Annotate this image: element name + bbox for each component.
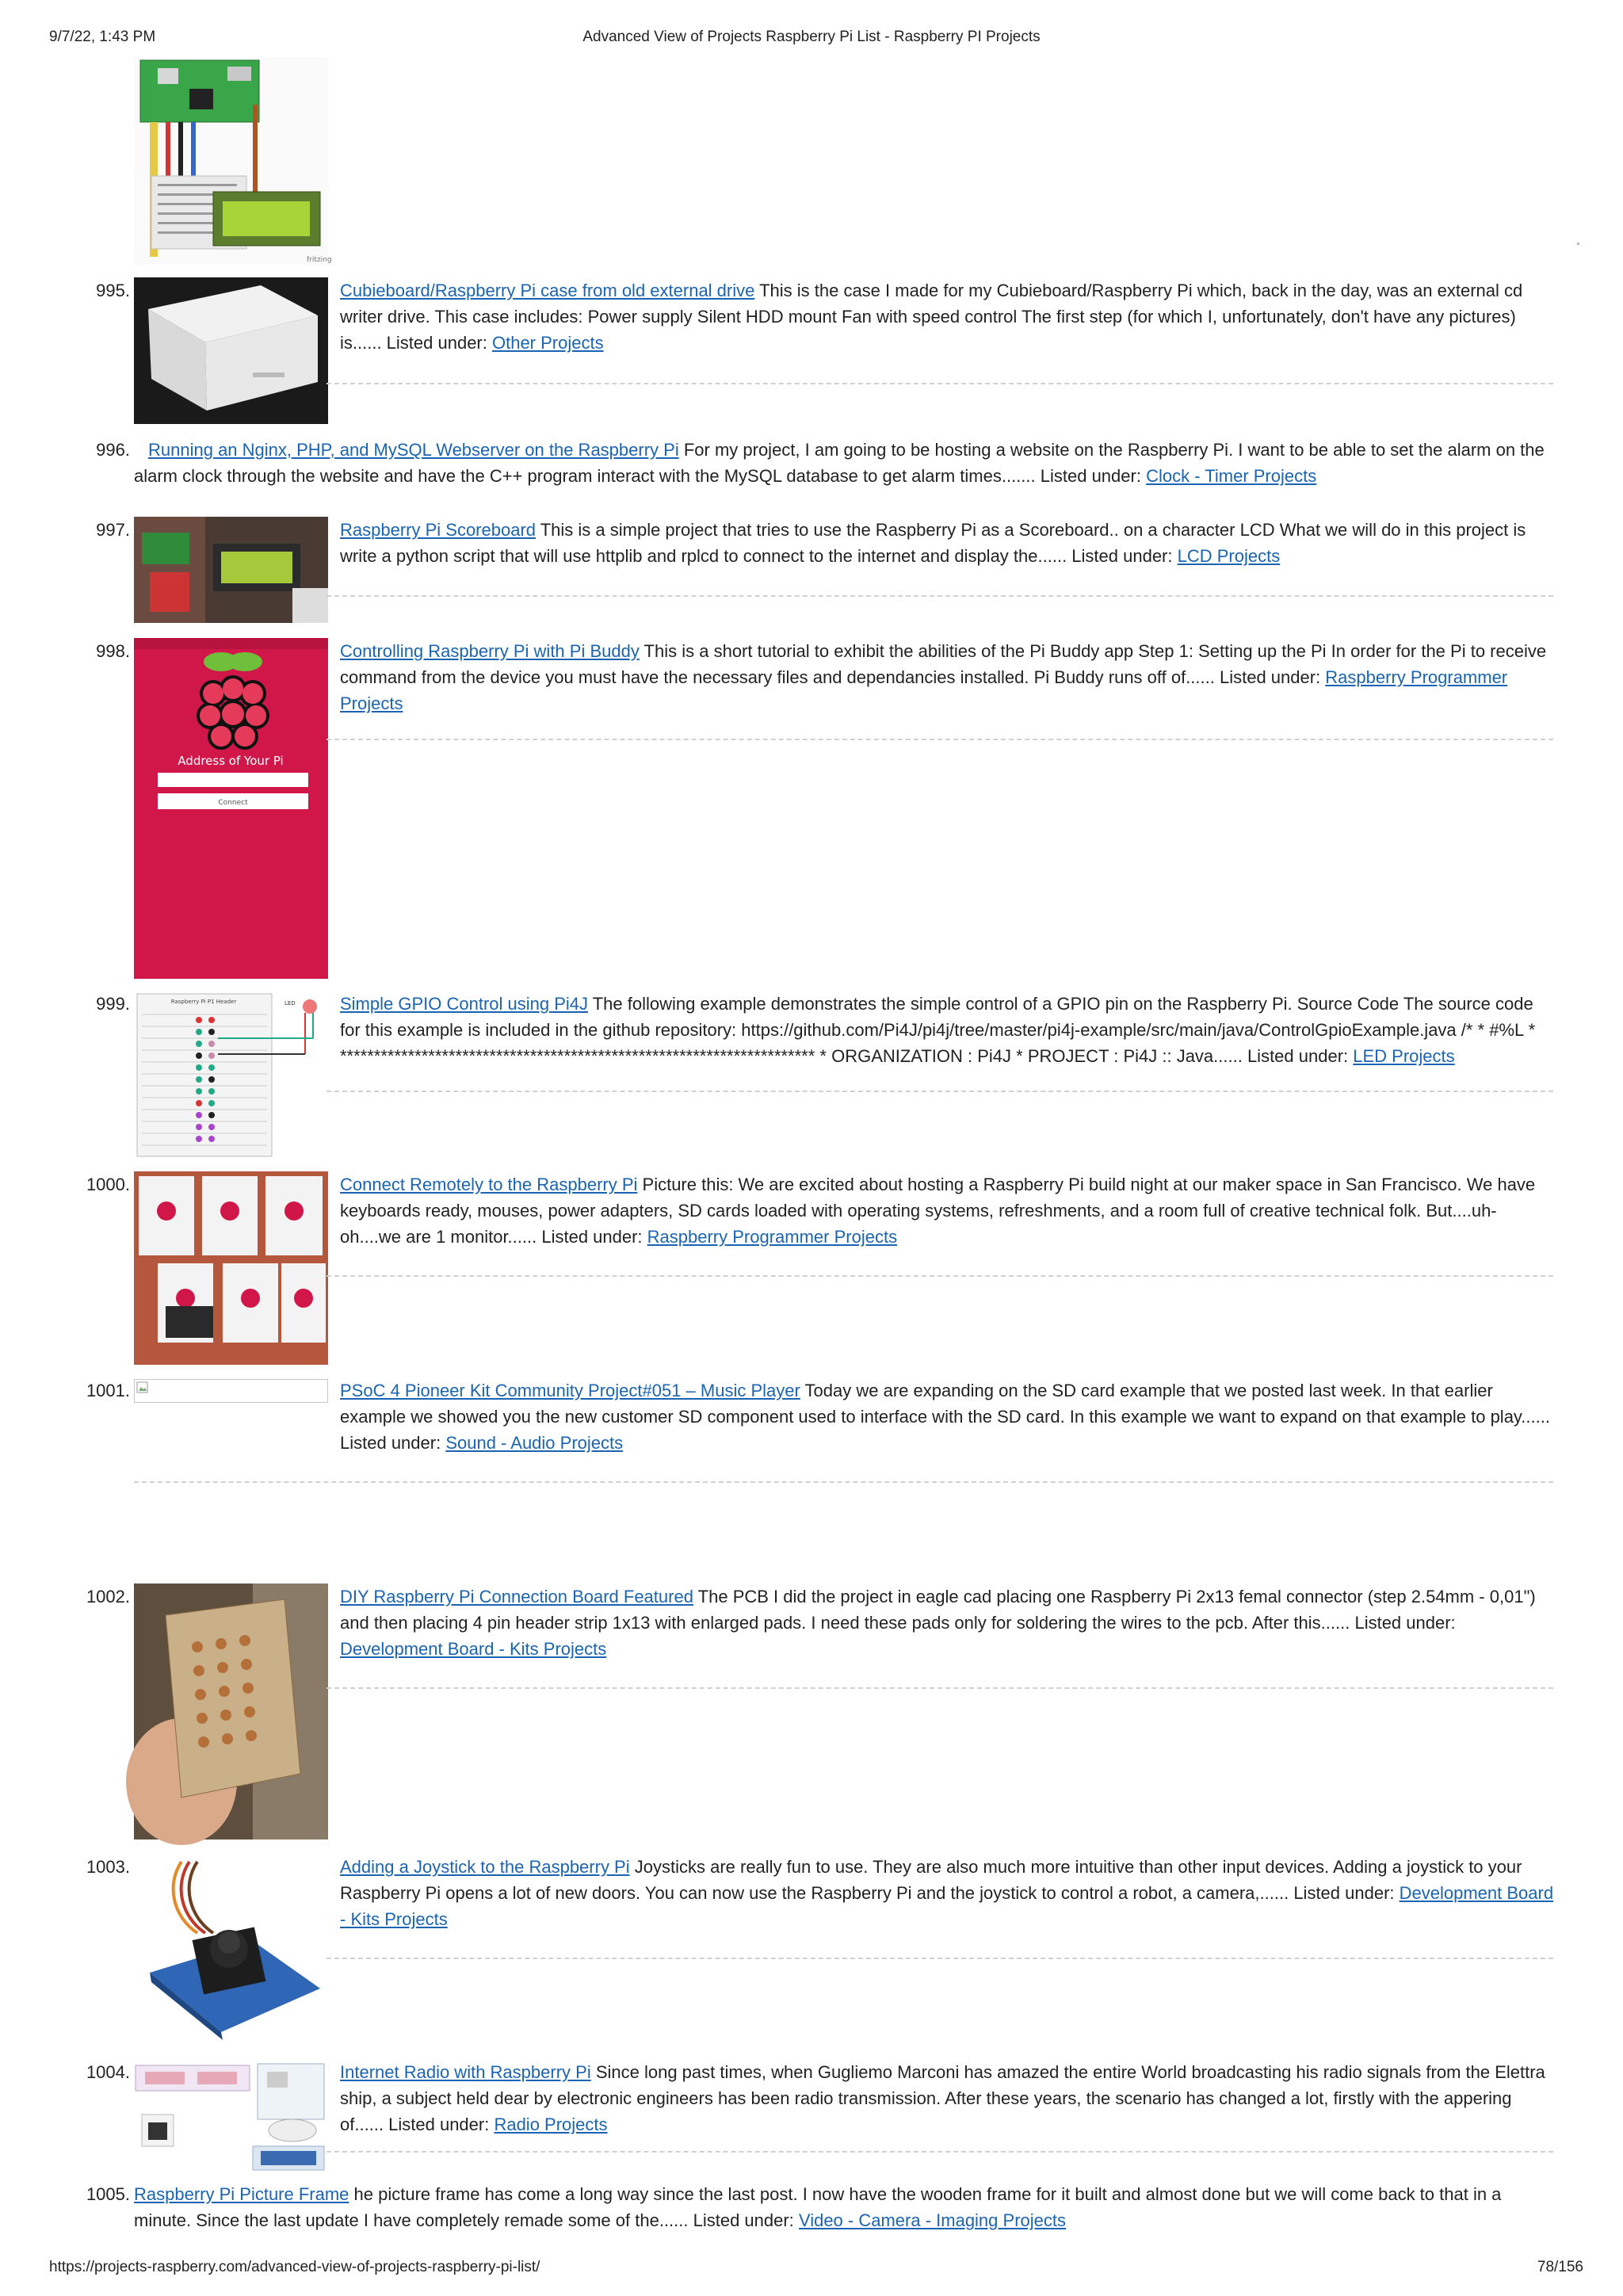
entry-text xyxy=(340,638,1554,716)
thumb-diy-pcb-board xyxy=(134,1584,328,1839)
decorative-dot xyxy=(1577,243,1579,245)
entry-title-link[interactable]: Running an Nginx, PHP, and MySQL Webserver on the Raspberry Pi xyxy=(148,440,679,460)
entry-description: Since long past times, when Gugliemo Marconi has amazed the entire World broadcasting his radio signals from the Elettra ship, a subject held dear by electronic engineers has been radio transmission. After these years, the scenario has changed a lot, firstly with the appering of...... Listed under: xyxy=(340,2062,1545,2134)
thumb-raspberry-pi-boxes xyxy=(134,1171,328,1365)
entry-title-link[interactable]: Controlling Raspberry Pi with Pi Buddy xyxy=(340,641,640,661)
gpio-header-title: Raspberry Pi P1 Header xyxy=(170,999,237,1005)
entry-text xyxy=(340,991,1554,1069)
entry-title-link[interactable]: Raspberry Pi Scoreboard xyxy=(340,520,537,540)
entry-number: 1005. xyxy=(86,2184,130,2204)
category-link[interactable]: Development Board - Kits Projects xyxy=(340,1883,1554,1929)
broken-image-icon xyxy=(136,1381,149,1394)
entry-description: This is a short tutorial to exhibit the abilities of the Pi Buddy app Step 1: Setting up the Pi In order for the Pi to receive command from the device you must have the necessary files and dependancies installed. Pi Buddy runs off of...... Listed under: xyxy=(340,641,1547,687)
entry-number: 1000. xyxy=(86,1175,130,1194)
category-link[interactable]: Raspberry Programmer Projects xyxy=(647,1227,898,1247)
divider xyxy=(327,1275,1553,1277)
divider xyxy=(134,1481,1553,1483)
thumb-lcd-wiring-diagram xyxy=(134,57,332,265)
divider xyxy=(327,595,1553,597)
divider xyxy=(327,2151,1553,2153)
entry-text xyxy=(340,1171,1554,1250)
entry-title-link[interactable]: DIY Raspberry Pi Connection Board Featured xyxy=(340,1587,693,1606)
category-link[interactable]: LCD Projects xyxy=(1177,546,1281,566)
address-label: Address of Your Pi xyxy=(178,754,284,768)
entry-description: This is the case I made for my Cubieboard/Raspberry Pi which, back in the day, was an external cd writer drive. This case includes: Power supply Silent HDD mount Fan with speed control The first step (for which I, unfortunately, don't have any pictures) is...... Listed under: xyxy=(340,281,1523,353)
entry-number: 1002. xyxy=(86,1587,130,1606)
entry-title-link[interactable]: Internet Radio with Raspberry Pi xyxy=(340,2062,591,2082)
address-input xyxy=(158,773,308,787)
entry-number: 1001. xyxy=(86,1381,130,1400)
thumb-broken-image xyxy=(134,1379,328,1403)
entry-title-link[interactable]: PSoC 4 Pioneer Kit Community Project#051 – Music Player xyxy=(340,1381,800,1400)
entry-description: Picture this: We are excited about hosting a Raspberry Pi build night at our maker space in San Francisco. We have keyboards ready, mouses, power adapters, SD cards loaded with operating systems, refreshments, and a room full of creative technical folk. But....uh-oh....we are 1 monitor...... Listed under: xyxy=(340,1175,1536,1247)
category-link[interactable]: Video - Camera - Imaging Projects xyxy=(798,2210,1066,2230)
entry-text xyxy=(340,1377,1554,1456)
category-link[interactable]: LED Projects xyxy=(1353,1046,1455,1066)
category-link[interactable]: Radio Projects xyxy=(494,2115,608,2134)
entry-number: 995. xyxy=(96,281,130,300)
entry-description: This is a simple project that tries to use the Raspberry Pi as a Scoreboard.. on a character LCD What we will do in this project is write a python script that will use httplib and rplcd to connect to the internet and display the...... Listed under: xyxy=(340,520,1526,566)
divider xyxy=(327,1958,1553,1959)
entry-number: 998. xyxy=(96,641,130,661)
category-link[interactable]: Clock - Timer Projects xyxy=(1146,466,1317,486)
category-link[interactable]: Other Projects xyxy=(491,333,604,353)
entry-title-link[interactable]: Raspberry Pi Picture Frame xyxy=(134,2184,349,2204)
entry-text xyxy=(134,437,1554,489)
entry-description: Joysticks are really fun to use. They are also much more intuitive than other input devices. Adding a joystick to your Raspberry Pi opens a lot of new doors. You can now use the Raspberry Pi and the joystick to control a robot, a camera,...... Listed under: xyxy=(340,1857,1522,1903)
entry-description: Today we are expanding on the SD card example that we posted last week. In that earlier example we showed you the new customer SD component used to interface with the SD card. In this example we want to expand on that example to play...... Listed under: xyxy=(340,1381,1550,1453)
entry-title-link[interactable]: Cubieboard/Raspberry Pi case from old external drive xyxy=(340,281,755,300)
entry-text xyxy=(340,517,1554,569)
entry-number: 1004. xyxy=(86,2062,130,2082)
entry-number: 999. xyxy=(96,994,130,1014)
thumb-gpio-header-diagram xyxy=(134,991,328,1161)
category-link[interactable]: Sound - Audio Projects xyxy=(445,1433,624,1453)
entry-number: 996. xyxy=(96,440,130,460)
entry-text xyxy=(340,1584,1554,1662)
entry-text xyxy=(134,2181,1554,2233)
entry-description: For my project, I am going to be hosting a website on the Raspberry Pi. I want to be able to set the alarm on the alarm clock through the website and have the C++ program interact with the MySQL database to get alarm times....... Listed under: xyxy=(134,440,1545,486)
page-url: https://projects-raspberry.com/advanced-view-of-projects-raspberry-pi-list/ xyxy=(49,2259,540,2275)
entry-description: he picture frame has come a long way since the last post. I now have the wooden frame for it built and almost done but we will come back to that in a minute. Since the last update I have completely remade some of the...... Listed under: xyxy=(134,2184,1502,2230)
category-link[interactable]: Raspberry Programmer Projects xyxy=(340,667,1508,713)
entry-number: 1003. xyxy=(86,1857,130,1877)
print-datetime: 9/7/22, 1:43 PM xyxy=(49,29,156,45)
connect-button-label: Connect xyxy=(218,799,248,807)
fritzing-label: fritzing xyxy=(307,256,332,264)
divider xyxy=(327,739,1553,740)
page-title: Advanced View of Projects Raspberry Pi List - Raspberry PI Projects xyxy=(582,29,1041,45)
thumb-pi-buddy-app xyxy=(134,638,328,979)
thumb-lcd-scoreboard xyxy=(134,517,328,623)
entry-number: 997. xyxy=(96,520,130,540)
thumb-internet-radio-diagram xyxy=(134,2059,328,2174)
divider xyxy=(327,1091,1553,1092)
divider xyxy=(327,383,1553,384)
page-number: 78/156 xyxy=(1537,2259,1583,2275)
entry-title-link[interactable]: Simple GPIO Control using Pi4J xyxy=(340,994,589,1014)
entry-text xyxy=(340,2059,1554,2137)
led-label: LED xyxy=(285,1000,296,1007)
entry-description: The PCB I did the project in eagle cad placing one Raspberry Pi 2x13 femal connector (step 2.54mm - 0,01") and then placing 4 pin header strip 1x13 with enlarged pads. I need these pads only for soldering the wires to the pcb. After this...... Listed under: xyxy=(340,1587,1536,1633)
category-link[interactable]: Development Board - Kits Projects xyxy=(340,1639,607,1659)
entry-description: The following example demonstrates the simple control of a GPIO pin on the Raspberry Pi. Source Code The source code for this example is included in the github repository: https://github.com/Pi4J/pi4j/tree/master/pi4j-example/src/main/java/ControlGpioExample.java /* * #%L * ********************************************************************** * ORGANIZATION : Pi4J * PROJECT : Pi4J :: Java...... Listed under: xyxy=(340,994,1536,1066)
entry-text xyxy=(340,1854,1554,1932)
divider xyxy=(327,1687,1553,1689)
thumb-white-drive-case xyxy=(134,277,328,424)
entry-title-link[interactable]: Adding a Joystick to the Raspberry Pi xyxy=(340,1857,630,1877)
thumb-joystick xyxy=(134,1854,328,2044)
entry-text xyxy=(340,277,1554,356)
entry-title-link[interactable]: Connect Remotely to the Raspberry Pi xyxy=(340,1175,638,1194)
